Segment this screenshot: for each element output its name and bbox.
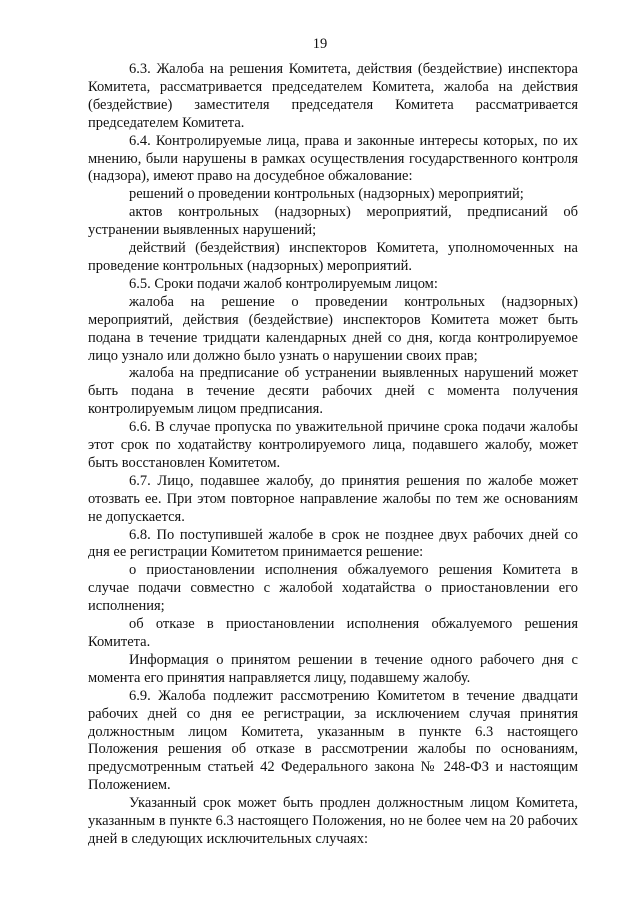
paragraph-extension: Указанный срок может быть продлен должностным лицом Комитета, указанным в пункте 6.3 настоящего Положения, но не более чем на 20 рабочих дней в следующих исключительных случаях:	[88, 795, 578, 847]
list-item-decisions: решений о проведении контрольных (надзорных) мероприятий;	[129, 186, 524, 203]
paragraph-6-9: 6.9. Жалоба подлежит рассмотрению Комитетом в течение двадцати рабочих дней со дня ее регистрации, за исключением случая принятия должностным лицом Комитета, указанным в пункте 6.3 настоящего Положения решения об отказе в рассмотрении жалобы по основаниям, предусмотренным статьей 42 Федерального закона № 248-ФЗ и настоящим Положением.	[88, 687, 578, 794]
paragraph-6-6: 6.6. В случае пропуска по уважительной причине срока подачи жалобы этот срок по ходатайству контролируемого лица, подавшего жалобу, может быть восстановлен Комитетом.	[88, 419, 578, 471]
list-item-actions: действий (бездействия) инспекторов Комитета, уполномоченных на проведение контрольных (надзорных) мероприятий.	[88, 240, 578, 274]
list-item-complaint-decision: жалоба на решение о проведении контрольных (надзорных) мероприятий, действия (бездействие) инспекторов Комитета может быть подана в течение тридцати календарных дней со дня, когда контролируемое лицо узнало или должно было узнать о нарушении своих прав;	[88, 293, 578, 364]
page-body	[88, 61, 578, 849]
page-number: 19	[312, 36, 328, 52]
paragraph-6-8: 6.8. По поступившей жалобе в срок не позднее двух рабочих дней со дня ее регистрации Комитетом принимается решение:	[88, 526, 578, 561]
list-item-acts: актов контрольных (надзорных) мероприятий, предписаний об устранении выявленных нарушений;	[88, 204, 578, 239]
paragraph-6-4: 6.4. Контролируемые лица, права и законные интересы которых, по их мнению, были нарушены в рамках осуществления государственного контроля (надзора), имеют право на досудебное обжалование:	[88, 132, 578, 185]
list-item-complaint-order: жалоба на предписание об устранении выявленных нарушений может быть подана в течение десяти рабочих дней с момента получения контролируемым лицом предписания.	[88, 365, 578, 418]
list-item-refusal: об отказе в приостановлении исполнения обжалуемого решения Комитета.	[88, 616, 578, 650]
paragraph-6-5: 6.5. Сроки подачи жалоб контролируемым лицом:	[129, 275, 438, 292]
paragraph-information: Информация о принятом решении в течение одного рабочего дня с момента его принятия направляется лицу, подавшему жалобу.	[88, 651, 578, 686]
paragraph-6-7: 6.7. Лицо, подавшее жалобу, до принятия решения по жалобе может отозвать ее. При этом повторное направление жалобы по тем же основаниям не допускается.	[88, 472, 578, 525]
paragraph-6-3: 6.3. Жалоба на решения Комитета, действия (бездействие) инспектора Комитета, рассматривается председателем Комитета, жалоба на действия (бездействие) заместителя председателя Комитета рассматривается председателем Комитета.	[88, 61, 578, 131]
list-item-suspension: о приостановлении исполнения обжалуемого решения Комитета в случае подачи совместно с жалобой ходатайства о приостановлении его исполнения;	[88, 562, 578, 615]
